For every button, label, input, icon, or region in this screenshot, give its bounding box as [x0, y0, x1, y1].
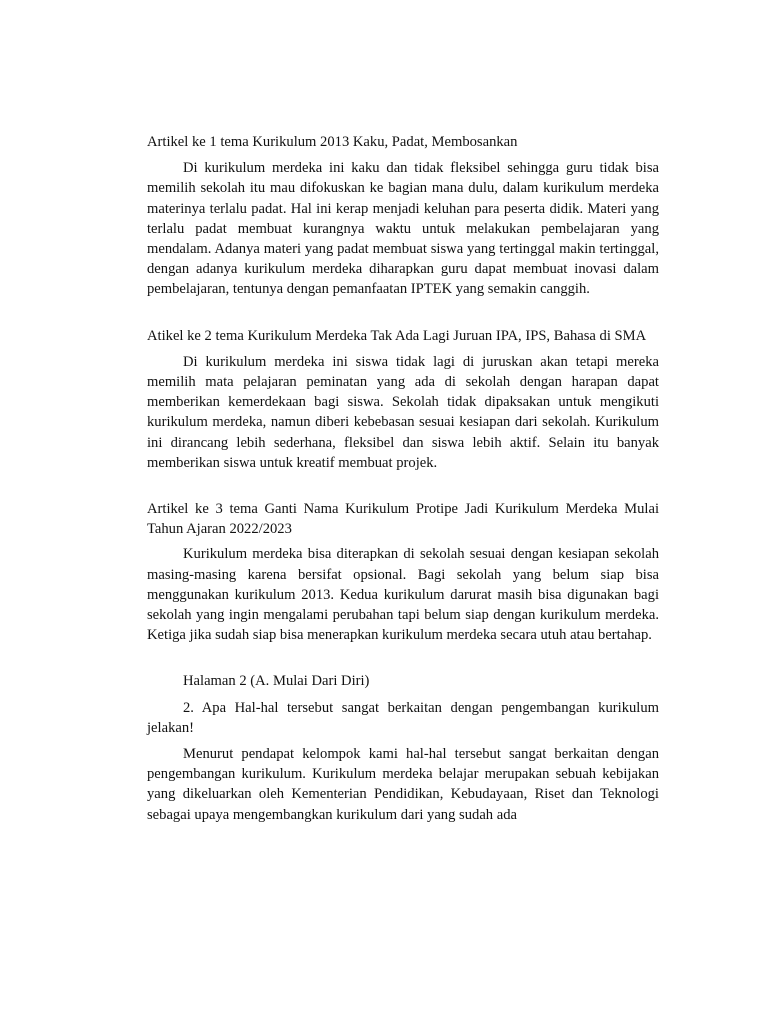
- article3-heading: Artikel ke 3 tema Ganti Nama Kurikulum Protipe Jadi Kurikulum Merdeka Mulai Tahun Ajaran 2022/2023: [147, 501, 659, 538]
- document-page: [147, 132, 659, 825]
- article3-body: Kurikulum merdeka bisa diterapkan di sekolah sesuai dengan kesiapan sekolah masing-masing karena bersifat opsional. Bagi sekolah yang belum siap bisa menggunakan kurikulum 2013. Kedua kurikulum darurat masih bisa digunakan bagi sekolah yang ingin mengalami perubahan tapi belum siap dengan kurikulum merdeka. Ketiga jika sudah siap bisa menerapkan kurikulum merdeka secara utuh atau bertahap.: [147, 546, 659, 644]
- section2-heading: Halaman 2 (A. Mulai Dari Diri): [183, 673, 370, 690]
- article2-body: Di kurikulum merdeka ini siswa tidak lagi di juruskan akan tetapi mereka memilih mata pelajaran peminatan yang ada di sekolah dengan harapan dapat memberikan kemerdekaan bagi siswa. Sekolah tidak dipaksakan untuk mengikuti kurikulum merdeka, namun diberi kebebasan sesuai kesiapan dari sekolah. Kurikulum ini dirancang lebih sederhana, fleksibel dan siswa lebih aktif. Selain itu banyak memberikan siswa untuk kreatif membuat projek.: [147, 353, 659, 471]
- section2-question: 2. Apa Hal-hal tersebut sangat berkaitan dengan pengembangan kurikulum jelakan!: [147, 699, 659, 736]
- section2-answer: Menurut pendapat kelompok kami hal-hal tersebut sangat berkaitan dengan pengembangan kurikulum. Kurikulum merdeka belajar merupakan sebuah kebijakan yang dikeluarkan oleh Kementerian Pendidikan, Kebudayaan, Riset dan Teknologi sebagai upaya mengembangkan kurikulum dari yang sudah ada: [147, 746, 659, 823]
- article1-body: Di kurikulum merdeka ini kaku dan tidak fleksibel sehingga guru tidak bisa memilih sekolah itu mau difokuskan ke bagian mana dulu, dalam kurikulum merdeka materinya terlalu padat. Hal ini kerap menjadi keluhan para peserta didik. Materi yang terlalu padat membuat kurangnya waktu untuk melakukan pembelajaran yang mendalam. Adanya materi yang padat membuat siswa yang tertinggal makin tertinggal, dengan adanya kurikulum merdeka diharapkan guru dapat membuat inovasi dalam pembelajaran, tentunya dengan pemanfaatan IPTEK yang semakin canggih.: [147, 160, 659, 298]
- article2-heading: Atikel ke 2 tema Kurikulum Merdeka Tak Ada Lagi Juruan IPA, IPS, Bahasa di SMA: [147, 327, 647, 344]
- article1-heading: Artikel ke 1 tema Kurikulum 2013 Kaku, Padat, Membosankan: [147, 134, 518, 150]
